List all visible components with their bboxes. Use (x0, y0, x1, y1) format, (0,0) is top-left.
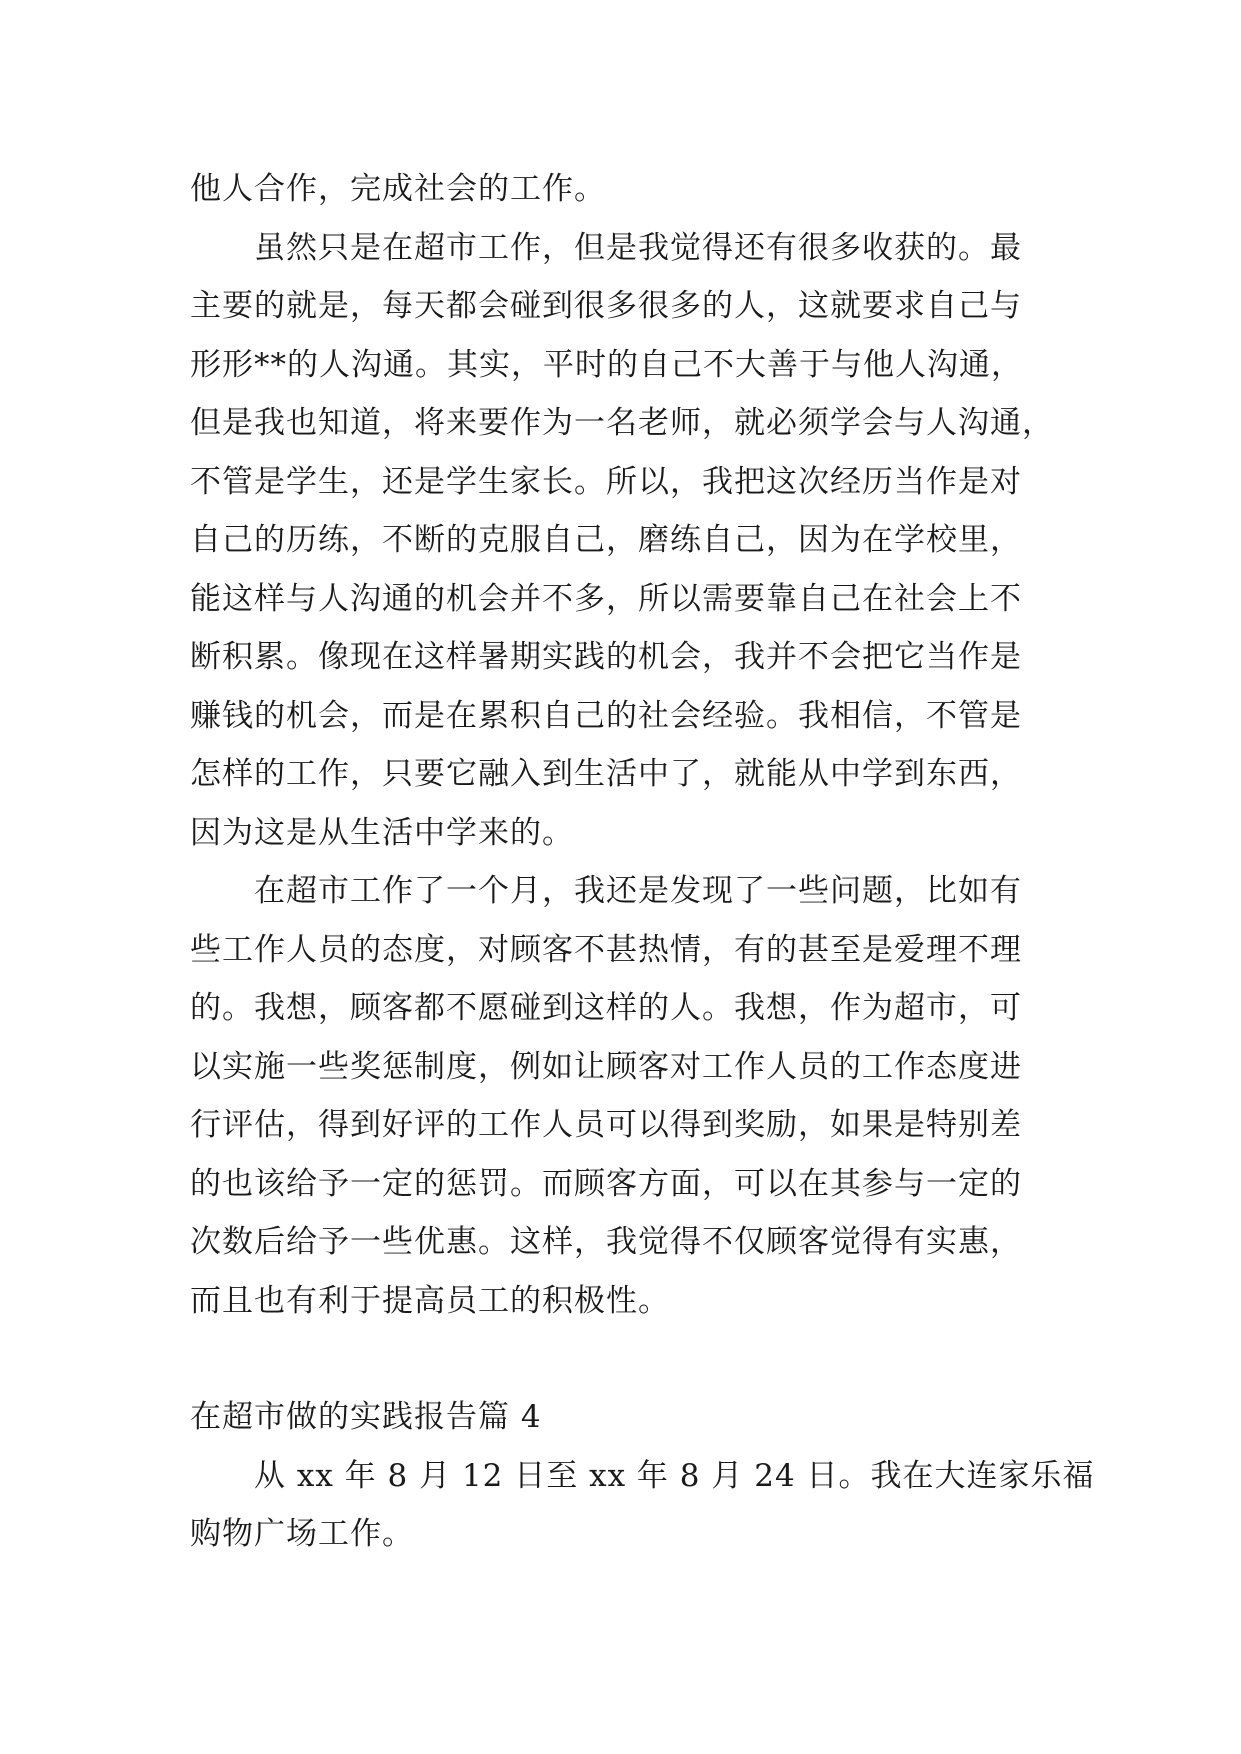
text-line: 他人合作，完成社会的工作。 (190, 171, 606, 207)
paragraph-start-line: 在超市工作了一个月，我还是发现了一些问题，比如有 (254, 873, 1022, 909)
text-line: 赚钱的机会，而是在累积自己的社会经验。我相信，不管是 (190, 697, 1022, 734)
section-title: 在超市做的实践报告篇 4 (190, 1399, 542, 1435)
text-line: 不管是学生，还是学生家长。所以，我把这次经历当作是对 (190, 463, 1022, 500)
text-line: 次数后给予一些优惠。这样，我觉得不仅顾客觉得有实惠， (190, 1224, 1022, 1260)
text-line: 形形**的人沟通。其实，平时的自己不大善于与他人沟通， (190, 346, 1023, 383)
paragraph-start-line: 虽然只是在超市工作，但是我觉得还有很多收获的。最 (254, 229, 1022, 266)
text-line: 因为这是从生活中学来的。 (190, 814, 574, 851)
text-line: 的也该给予一定的惩罚。而顾客方面，可以在其参与一定的 (190, 1165, 1022, 1202)
text-line: 以实施一些奖惩制度，例如让顾客对工作人员的工作态度进 (190, 1048, 1022, 1085)
text-line: 些工作人员的态度，对顾客不甚热情，有的甚至是爱理不理 (190, 931, 1022, 968)
text-line: 能这样与人沟通的机会并不多，所以需要靠自己在社会上不 (190, 580, 1022, 617)
text-line: 购物广场工作。 (190, 1516, 414, 1552)
text-line: 主要的就是，每天都会碰到很多很多的人，这就要求自己与 (190, 288, 1022, 324)
text-line: 但是我也知道，将来要作为一名老师，就必须学会与人沟通， (190, 405, 1054, 441)
text-line: 而且也有利于提高员工的积极性。 (190, 1282, 670, 1319)
text-line: 的。我想，顾客都不愿碰到这样的人。我想，作为超市，可 (190, 990, 1022, 1026)
text-line: 自己的历练，不断的克服自己，磨练自己，因为在学校里， (190, 522, 1022, 558)
paragraph-start-line: 从 xx 年 8 月 12 日至 xx 年 8 月 24 日。我在大连家乐福 (254, 1457, 1095, 1494)
text-line: 行评估，得到好评的工作人员可以得到奖励，如果是特别差 (190, 1107, 1022, 1143)
text-line: 断积累。像现在这样暑期实践的机会，我并不会把它当作是 (190, 639, 1022, 675)
text-line: 怎样的工作，只要它融入到生活中了，就能从中学到东西， (190, 756, 1022, 792)
document-body (190, 160, 1095, 1564)
